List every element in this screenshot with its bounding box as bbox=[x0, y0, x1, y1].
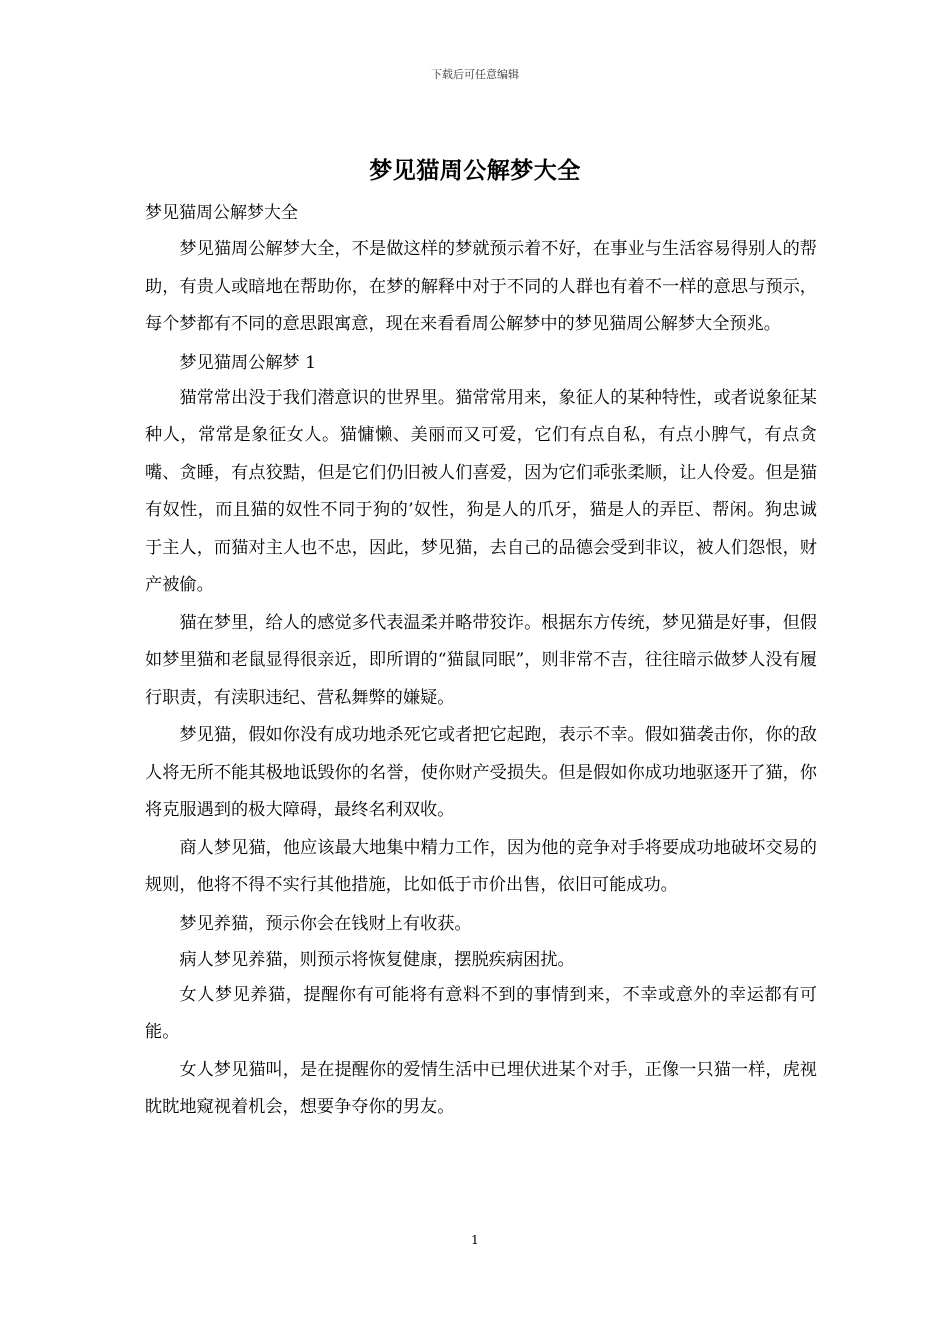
paragraph: 猫在梦里，给人的感觉多代表温柔并略带狡诈。根据东方传统，梦见猫是好事，但假如梦里猫和老鼠显得很亲近，即所谓的“猫鼠同眠”，则非常不吉，往往暗示做梦人没有履行职责，有渎职违纪、营私舞弊的嫌疑。 bbox=[145, 612, 817, 708]
paragraph: 梦见猫，假如你没有成功地杀死它或者把它起跑，表示不幸。假如猫袭击你，你的敌人将无所不能其极地诋毁你的名誉，使你财产受损失。但是假如你成功地驱逐开了猫，你将克服遇到的极大障碍，最终名利双收。 bbox=[145, 725, 817, 820]
paragraph: 猫常常出没于我们潜意识的世界里。猫常常用来，象征人的某种特性，或者说象征某种人，常常是象征女人。猫慵懒、美丽而又可爱，它们有点自私，有点小脾气，有点贪嘴、贪睡，有点狡黠，但是它们仍旧被人们喜爱，因为它们乖张柔顺，让人伶爱。但是猫有奴性，而且猫的奴性不同于狗的’奴性，狗是人的爪牙，猫是人的弄臣、帮闲。狗忠诚于主人，而猫对主人也不忠，因此，梦见猫，去自己的品德会受到非议，被人们怨恨，财产被偷。 bbox=[145, 387, 817, 595]
paragraph: 女人梦见养猫，提醒你有可能将有意料不到的事情到来，不幸或意外的幸运都有可能。 bbox=[145, 984, 817, 1042]
section-heading: 梦见猫周公解梦 1 bbox=[179, 352, 317, 373]
paragraph: 病人梦见养猫，则预示将恢复健康，摆脱疾病困扰。 bbox=[179, 949, 575, 970]
document-body bbox=[145, 199, 817, 1127]
document-subtitle: 梦见猫周公解梦大全 bbox=[145, 203, 298, 223]
page-number: 1 bbox=[471, 1233, 479, 1247]
paragraph-intro: 梦见猫周公解梦大全，不是做这样的梦就预示着不好，在事业与生活容易得别人的帮助，有贵人或暗地在帮助你，在梦的解释中对于不同的人群也有着不一样的意思与预示，每个梦都有不同的意思跟寓意，现在来看看周公解梦中的梦见猫周公解梦大全预兆。 bbox=[145, 239, 817, 334]
paragraph: 梦见养猫，预示你会在钱财上有收获。 bbox=[179, 913, 472, 934]
header-note: 下载后可任意编辑 bbox=[431, 68, 519, 81]
paragraph: 女人梦见猫叫，是在提醒你的爱情生活中已埋伏进某个对手，正像一只猫一样，虎视眈眈地窥视着机会，想要争夺你的男友。 bbox=[145, 1059, 817, 1117]
document-title: 梦见猫周公解梦大全 bbox=[369, 157, 581, 184]
paragraph: 商人梦见猫，他应该最大地集中精力工作，因为他的竞争对手将要成功地破坏交易的规则，他将不得不实行其他措施，比如低于市价出售，依旧可能成功。 bbox=[145, 837, 817, 895]
